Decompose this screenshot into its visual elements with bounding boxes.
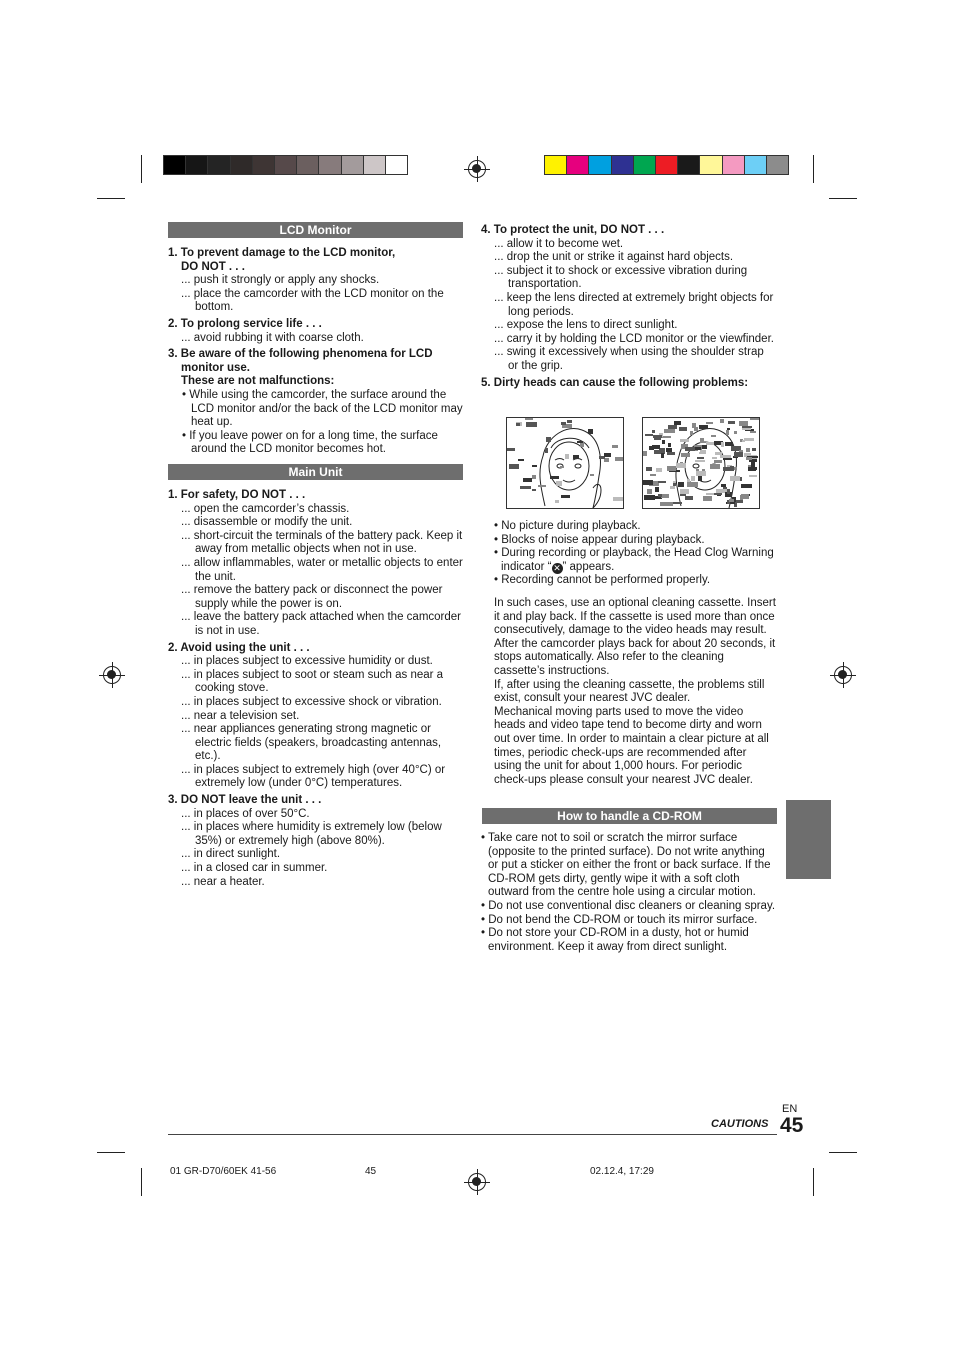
crop-mark [829, 1152, 857, 1153]
noise-block [685, 496, 693, 500]
noise-block [650, 474, 656, 476]
color-calibration-bar [544, 155, 789, 175]
list-item: • Blocks of noise appear during playback. [494, 533, 705, 546]
main-unit-section [168, 488, 464, 889]
noise-block [749, 475, 757, 477]
section-tab [786, 800, 831, 879]
noise-block [516, 423, 520, 426]
noise-block [655, 487, 659, 492]
paragraph: If, after using the cleaning cassette, the problems still exist, consult your nearest JVC dealer. [494, 678, 765, 705]
noise-block [746, 448, 750, 452]
noise-block [604, 453, 611, 457]
list-item: ... remove the battery pack or disconnect the power supply while the power is on. [181, 584, 443, 610]
noise-block [661, 453, 664, 458]
paragraph: Mechanical moving parts used to move the video heads and video tape tend to become dirty and worn out over time. In order to maintain a clear picture at all times, periodic check-ups are recommended after using the unit for about 1,000 hours. For periodic check-ups please consult your nearest JVC dealer. [494, 705, 769, 786]
list-item: ... open the camcorder’s chassis. [181, 502, 350, 515]
list-item: • Take care not to soil or scratch the mirror surface (opposite to the printed surface). Do not write anything or put a sticker on either the front or back surface. If the CD-ROM gets dirty, gently wipe it with a soft cloth outward from the centre hole using a circular motion. [481, 832, 771, 899]
registration-mark-icon [468, 160, 486, 178]
color-swatch [700, 156, 722, 174]
list-item: ... swing it excessively when using the shoulder strap or the grip. [494, 346, 764, 372]
noise-block [613, 497, 623, 501]
color-swatch [612, 156, 634, 174]
footer-date: 02.12.4, 17:29 [590, 1166, 654, 1177]
list-item: ... near appliances generating strong magnetic or electric fields (speakers, broadcasting antennas, etc.). [181, 723, 442, 763]
color-swatch [545, 156, 567, 174]
noise-block [573, 455, 579, 459]
noise-block [509, 464, 519, 469]
noise-block [680, 489, 689, 494]
list-item: • Do not use conventional disc cleaners or cleaning spray. [481, 899, 776, 912]
noise-block [714, 460, 722, 463]
item-heading: 1. To prevent damage to the LCD monitor, DO NOT . . . [168, 247, 396, 273]
list-item: • Do not bend the CD-ROM or touch its mirror surface. [481, 913, 758, 926]
noise-block [567, 420, 572, 423]
noise-block [673, 481, 676, 483]
color-swatch [208, 156, 230, 174]
noise-block [699, 425, 708, 429]
list-item: • During recording or playback, the Head Clog Warning indicator “ ✕ ” appears. [494, 547, 774, 573]
noise-block [692, 423, 696, 428]
list-item: ... in places subject to soot or steam such as near a cooking stove. [181, 668, 444, 695]
noise-block [652, 430, 655, 433]
list-item: ... in places subject to excessive humidity or dust. [181, 655, 433, 668]
list-item: ... subject it to shock or excessive vibration during transportation. [494, 264, 748, 291]
noise-block [656, 468, 662, 472]
noise-block [703, 496, 712, 501]
list-item: • Recording cannot be performed properly. [494, 574, 711, 587]
color-swatch [297, 156, 319, 174]
noise-block [721, 442, 724, 447]
crop-mark [813, 1168, 814, 1196]
noise-block [678, 482, 684, 487]
noise-block [700, 450, 706, 454]
list-item: ... short-circuit the terminals of the battery pack. Keep it away from metallic objects when not in use. [181, 529, 463, 556]
color-swatch [342, 156, 364, 174]
noise-block [645, 434, 653, 436]
noise-block [666, 448, 672, 452]
list-item: ... keep the lens directed at extremely bright objects for long periods. [494, 291, 774, 318]
noise-block [652, 445, 660, 449]
noise-picture-illustration [506, 417, 624, 509]
noise-block [561, 422, 566, 425]
noise-block [691, 476, 695, 481]
noise-block [729, 499, 734, 502]
lcd-monitor-header: LCD Monitor [168, 222, 463, 238]
color-swatch [319, 156, 341, 174]
noise-block [668, 443, 671, 447]
noise-block [742, 440, 745, 442]
noise-block [715, 452, 722, 455]
color-swatch [723, 156, 745, 174]
crop-mark [829, 198, 857, 199]
list-item: ... in places subject to excessive shock or vibration. [181, 695, 442, 708]
noise-block [721, 484, 726, 487]
noise-block [546, 437, 551, 442]
protect-section [481, 223, 777, 390]
list-item: ... in places of over 50°C. [181, 807, 310, 820]
noise-block [565, 454, 569, 459]
noise-block [647, 489, 652, 494]
noise-block [712, 457, 717, 459]
registration-mark-icon [834, 666, 852, 684]
color-swatch [386, 156, 407, 174]
block-noise-illustration [642, 417, 760, 509]
noise-block [662, 440, 665, 444]
noise-block [674, 421, 681, 425]
noise-block [560, 466, 564, 468]
noise-block [643, 480, 653, 485]
noise-block [526, 422, 537, 427]
cd-rom-header: How to handle a CD-ROM [482, 808, 777, 824]
noise-block [742, 426, 752, 428]
color-swatch [634, 156, 656, 174]
head-clog-warning-icon: ✕ [553, 562, 561, 573]
noise-block [730, 476, 740, 481]
registration-mark-icon [103, 666, 121, 684]
noise-block [720, 455, 731, 458]
noise-block [670, 486, 675, 489]
color-swatch [253, 156, 275, 174]
item-heading: 5. Dirty heads can cause the following problems: [481, 376, 749, 389]
noise-block [669, 502, 673, 506]
noise-block [532, 489, 536, 491]
noise-block [726, 430, 729, 435]
color-swatch [656, 156, 678, 174]
noise-block [667, 452, 675, 455]
noise-block [520, 486, 531, 489]
noise-block [734, 452, 743, 457]
noise-block [667, 466, 676, 471]
item-heading: 2. To prolong service life . . . [168, 317, 322, 330]
noise-block [690, 431, 693, 435]
list-item: ... disassemble or modify the unit. [181, 516, 353, 529]
noise-block [681, 453, 690, 457]
noise-block [653, 435, 662, 438]
list-item: ... drop the unit or strike it against hard objects. [494, 251, 734, 264]
noise-block [695, 460, 705, 462]
noise-block [545, 448, 548, 453]
noise-block [532, 475, 536, 479]
noise-block [727, 428, 730, 430]
noise-block [588, 429, 593, 434]
list-item: ... allow inflammables, water or metallic objects to enter the unit. [181, 556, 463, 583]
noise-block [577, 441, 583, 443]
noise-block [612, 445, 618, 448]
noise-block [644, 495, 655, 500]
noise-block [685, 447, 695, 451]
noise-block [664, 429, 675, 433]
noise-block [698, 476, 702, 481]
noise-block [700, 438, 704, 443]
main-unit-header: Main Unit [168, 464, 463, 480]
noise-block [518, 459, 524, 461]
color-swatch [589, 156, 611, 174]
section-label: CAUTIONS [711, 1118, 769, 1130]
crop-mark [97, 1152, 125, 1153]
page-number: 45 [780, 1114, 804, 1137]
list-item: • While using the camcorder, the surface around the LCD monitor and/or the back of the LCD monitor may heat up. [182, 388, 463, 429]
registration-mark-icon [468, 1173, 486, 1191]
noise-block [661, 494, 669, 498]
noise-block [739, 421, 748, 426]
noise-block [687, 482, 698, 487]
language-label: EN [782, 1103, 798, 1115]
noise-block [744, 438, 754, 441]
noise-block [734, 431, 737, 434]
noise-block [750, 431, 756, 433]
list-item: ... in a closed car in summer. [181, 862, 328, 875]
item-heading: 1. For safety, DO NOT . . . [168, 489, 306, 501]
noise-block [740, 495, 743, 500]
noise-block [680, 439, 689, 442]
noise-block [714, 493, 722, 495]
noise-block [658, 494, 662, 497]
color-swatch [745, 156, 767, 174]
noise-block [556, 481, 562, 486]
list-item: ... near a television set. [181, 709, 300, 722]
item-heading: 2. Avoid using the unit . . . [168, 641, 310, 654]
crop-mark [813, 155, 814, 183]
noise-block [538, 485, 546, 487]
color-swatch [364, 156, 386, 174]
noise-block [727, 489, 730, 494]
list-item: • No picture during playback. [494, 520, 641, 532]
color-swatch [767, 156, 788, 174]
color-swatch [678, 156, 700, 174]
item-heading: 4. To protect the unit, DO NOT . . . [481, 224, 665, 236]
noise-block [748, 467, 756, 471]
noise-block [550, 476, 559, 479]
noise-block [590, 474, 594, 476]
noise-block [646, 467, 652, 471]
noise-block [725, 442, 733, 446]
footer-rule [168, 1134, 777, 1135]
noise-block [750, 418, 760, 420]
noise-block [720, 419, 724, 423]
list-item: ... push it strongly or apply any shocks. [181, 274, 380, 287]
noise-block [525, 418, 533, 420]
noise-block [706, 422, 713, 424]
list-item: ... carry it by holding the LCD monitor or the viewfinder. [494, 332, 774, 345]
list-item: ... allow it to become wet. [494, 237, 624, 250]
noise-block [679, 427, 687, 431]
noise-block [728, 421, 735, 424]
list-item: ... place the camcorder with the LCD monitor on the bottom. [181, 287, 444, 314]
dirty-heads-section [494, 520, 777, 787]
color-swatch [275, 156, 297, 174]
color-swatch [186, 156, 208, 174]
noise-block [532, 465, 537, 467]
color-swatch [164, 156, 186, 174]
item-heading: 3. Be aware of the following phenomena for LCD monitor use. These are not malfunctions: [168, 348, 433, 388]
footer-file: 01 GR-D70/60EK 41-56 [170, 1166, 277, 1177]
list-item: ... in places where humidity is extremely low (below 35%) or extremely high (above 80%). [181, 821, 442, 847]
lcd-monitor-section [168, 246, 464, 457]
grayscale-calibration-bar [163, 155, 408, 175]
noise-block [696, 471, 706, 476]
noise-block [752, 448, 756, 451]
list-item: ... avoid rubbing it with coarse cloth. [181, 331, 364, 344]
list-item: ... in places subject to extremely high (over 40°C) or extremely low (under 0°C) temperatures. [181, 763, 446, 790]
noise-block [710, 464, 720, 469]
noise-block [555, 500, 559, 503]
color-swatch [567, 156, 589, 174]
noise-block [658, 481, 666, 483]
noise-block [751, 462, 755, 467]
noise-block [742, 428, 751, 430]
list-item: ... in direct sunlight. [181, 848, 281, 861]
noise-block [668, 425, 677, 429]
noise-block [660, 502, 669, 506]
noise-block [746, 457, 752, 460]
noise-block [561, 495, 570, 498]
noise-block [723, 458, 732, 460]
noise-block [643, 451, 647, 456]
noise-block [706, 442, 714, 445]
noise-block [507, 448, 515, 451]
noise-block [730, 466, 734, 471]
cd-rom-section [481, 832, 778, 954]
crop-mark [97, 198, 125, 199]
noise-block [676, 463, 686, 468]
noise-block [696, 469, 699, 471]
footer-page: 45 [365, 1166, 377, 1177]
list-item: • Do not store your CD-ROM in a dusty, hot or humid environment. Keep it away from direct sunlight. [481, 927, 749, 953]
item-heading: 3. DO NOT leave the unit . . . [168, 794, 322, 807]
color-swatch [231, 156, 253, 174]
list-item: ... expose the lens to direct sunlight. [494, 319, 678, 332]
list-item: ... leave the battery pack attached when the camcorder is not in use. [181, 611, 461, 637]
noise-block [615, 457, 624, 461]
crop-mark [141, 155, 142, 183]
noise-block [523, 478, 532, 482]
crop-mark [141, 1168, 142, 1196]
noise-block [741, 484, 752, 488]
paragraph: In such cases, use an optional cleaning cassette. Insert it and play back. If the cassette is used more than once consecutively, damage to the video heads may result. After the camcorder plays back for about 20 seconds, it stops automatically. Also refer to the cleaning cassette’s instructions. [494, 596, 776, 677]
noise-block [697, 457, 704, 459]
list-item: ... near a heater. [181, 875, 265, 888]
noise-block [711, 435, 716, 437]
list-item: • If you leave power on for a long time, the surface around the LCD monitor becomes hot. [182, 429, 438, 456]
